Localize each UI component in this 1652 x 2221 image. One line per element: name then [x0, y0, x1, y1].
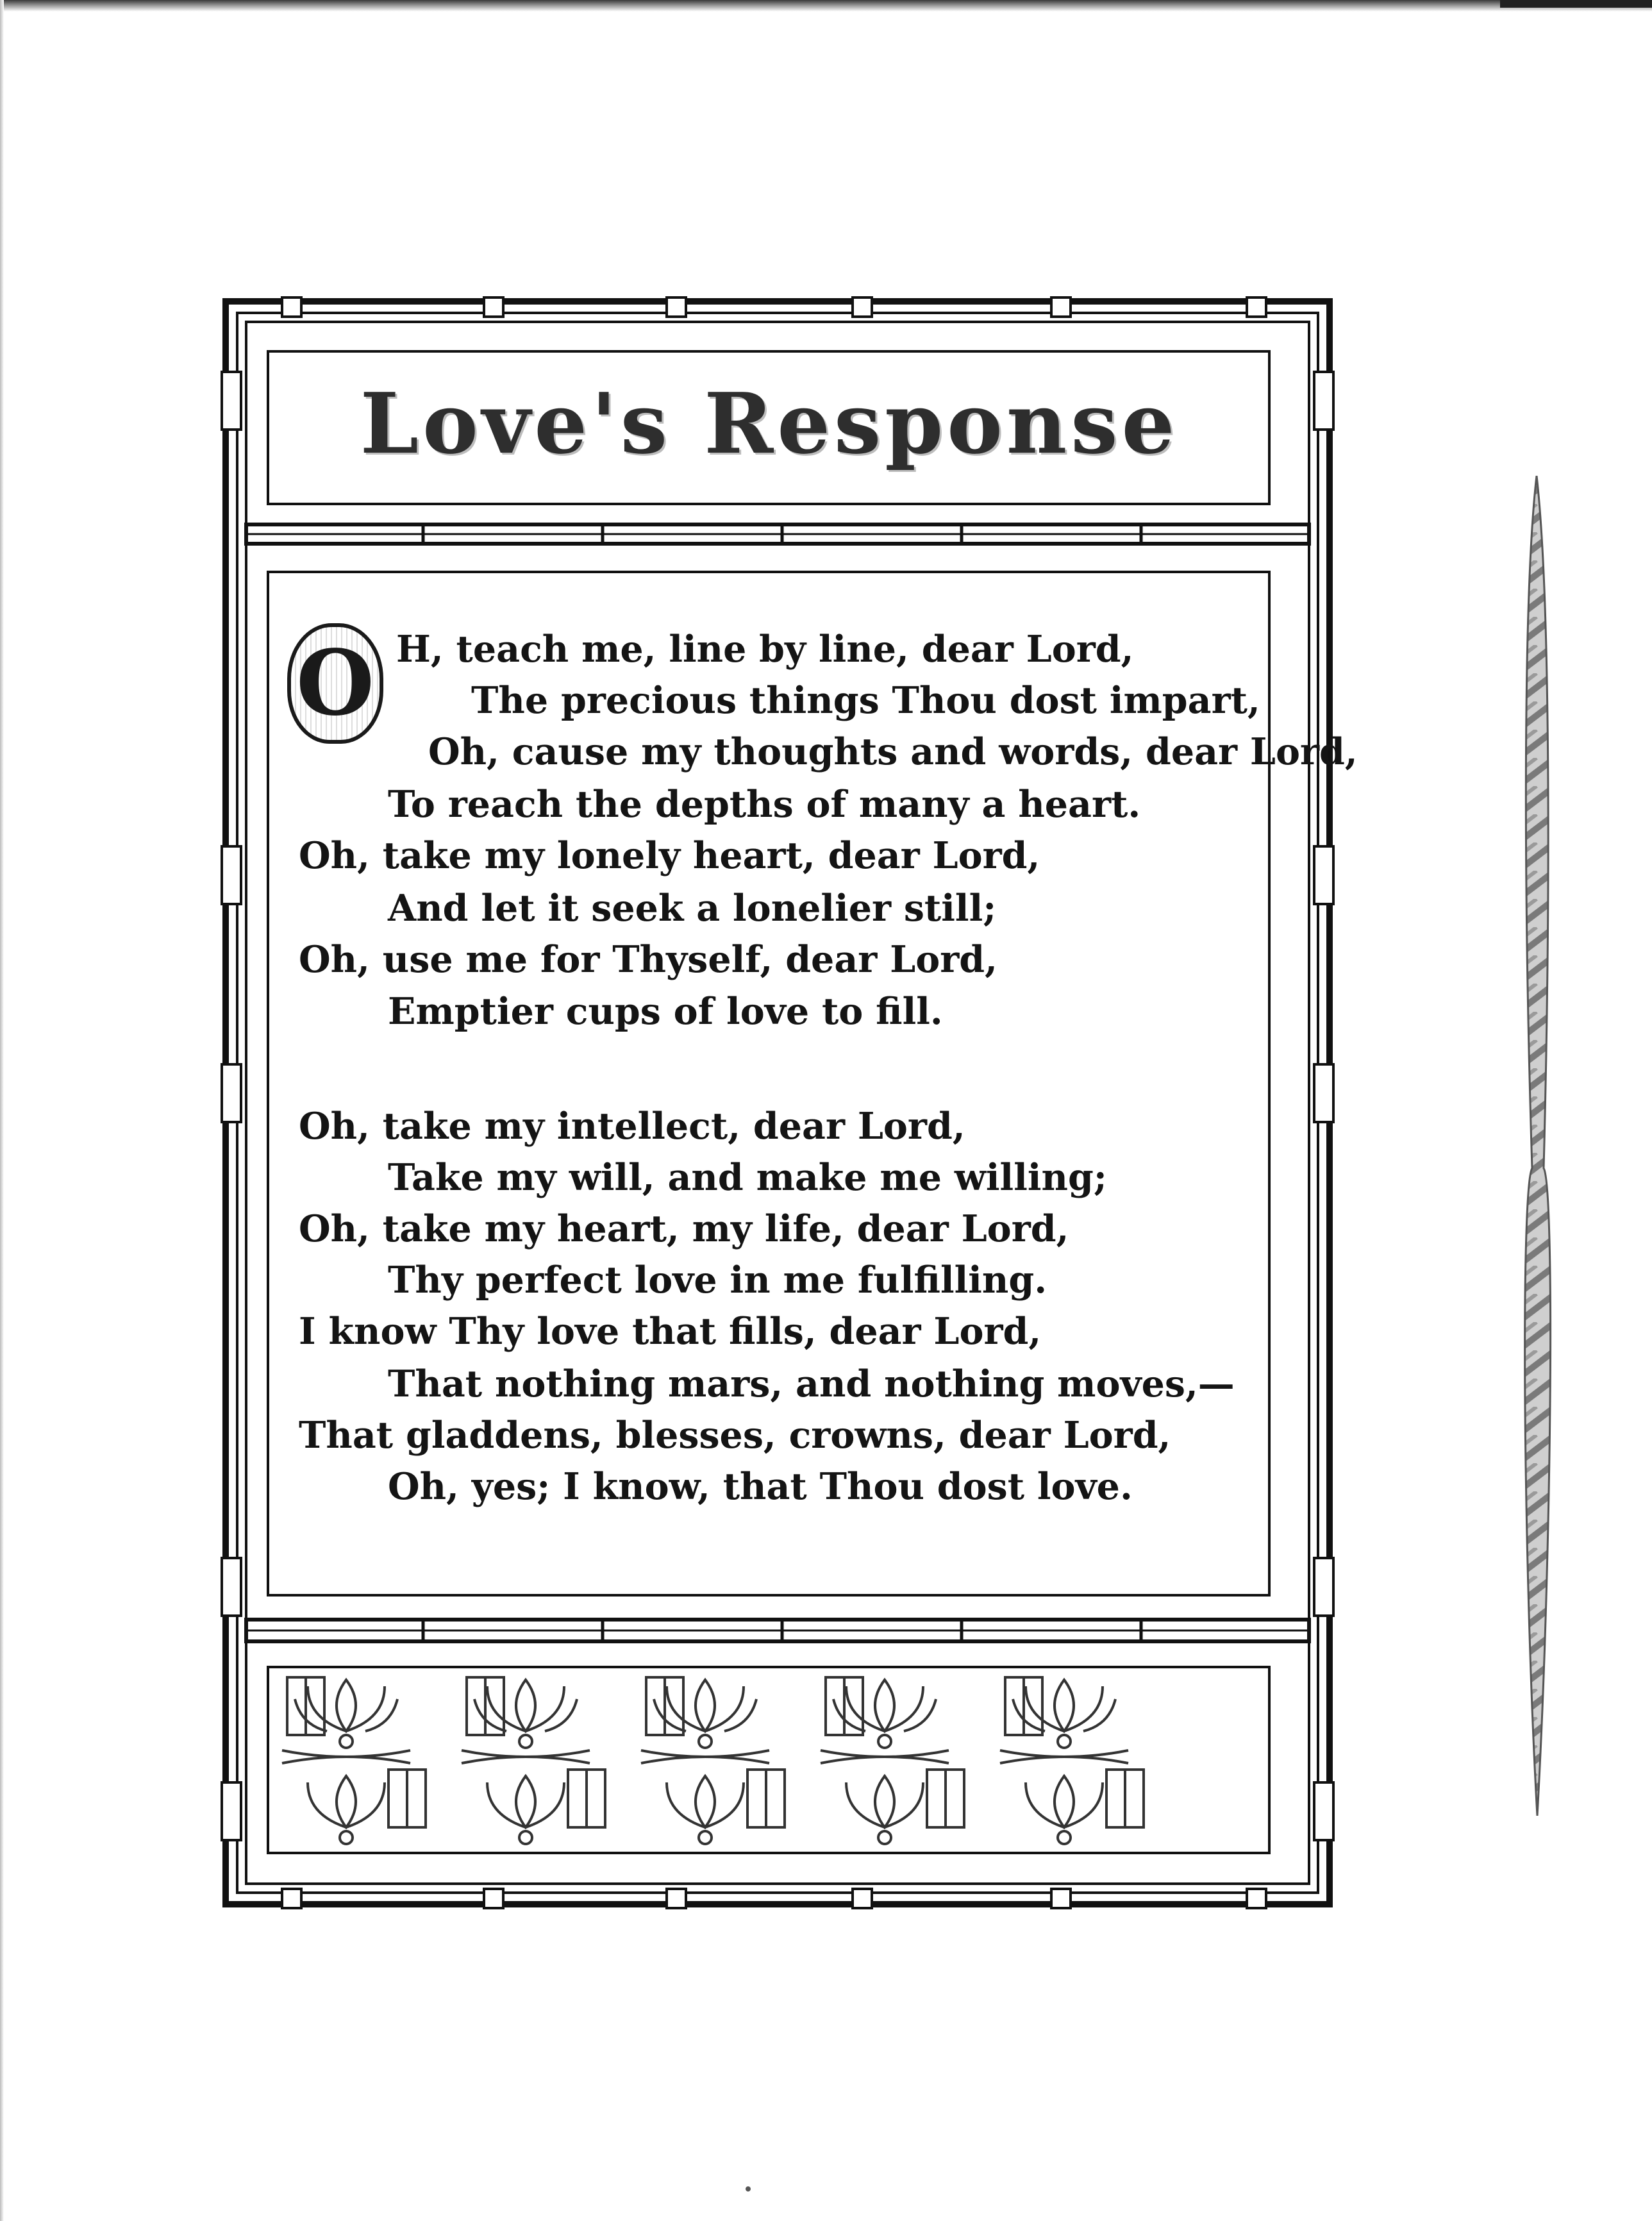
poem-line: Oh, take my intellect, dear Lord, — [299, 1105, 965, 1148]
poem-line: H, teach me, line by line, dear Lord, — [396, 628, 1134, 671]
poem-line: The precious things Thou dost impart, — [471, 679, 1260, 722]
poem-line: Thy perfect love in me fulfilling. — [388, 1259, 1047, 1302]
page-speck — [746, 2186, 751, 2192]
poem-line: Oh, cause my thoughts and words, dear Lord, — [428, 730, 1358, 773]
poem-line: And let it seek a lonelier still; — [388, 887, 997, 930]
poem-line: That gladdens, blesses, crowns, dear Lord, — [299, 1414, 1171, 1457]
poem-line: I know Thy love that fills, dear Lord, — [299, 1310, 1042, 1353]
poem-line: Take my will, and make me willing; — [388, 1156, 1107, 1199]
poem-title: Love's Response — [360, 374, 1179, 473]
poem-line: Oh, yes; I know, that Thou dost love. — [388, 1465, 1133, 1508]
poem-line: Oh, take my heart, my life, dear Lord, — [299, 1207, 1069, 1250]
leaf-book-ornament — [282, 1677, 1144, 1844]
poem-line: Emptier cups of love to fill. — [388, 990, 943, 1033]
drop-cap: O — [287, 623, 383, 744]
poem-line: Oh, use me for Thyself, dear Lord, — [299, 938, 997, 981]
poem-line: Oh, take my lonely heart, dear Lord, — [299, 834, 1040, 877]
cord-binding — [1518, 476, 1555, 1816]
poem-line: That nothing mars, and nothing moves,— — [388, 1362, 1235, 1405]
poem-line: To reach the depths of many a heart. — [388, 783, 1141, 826]
